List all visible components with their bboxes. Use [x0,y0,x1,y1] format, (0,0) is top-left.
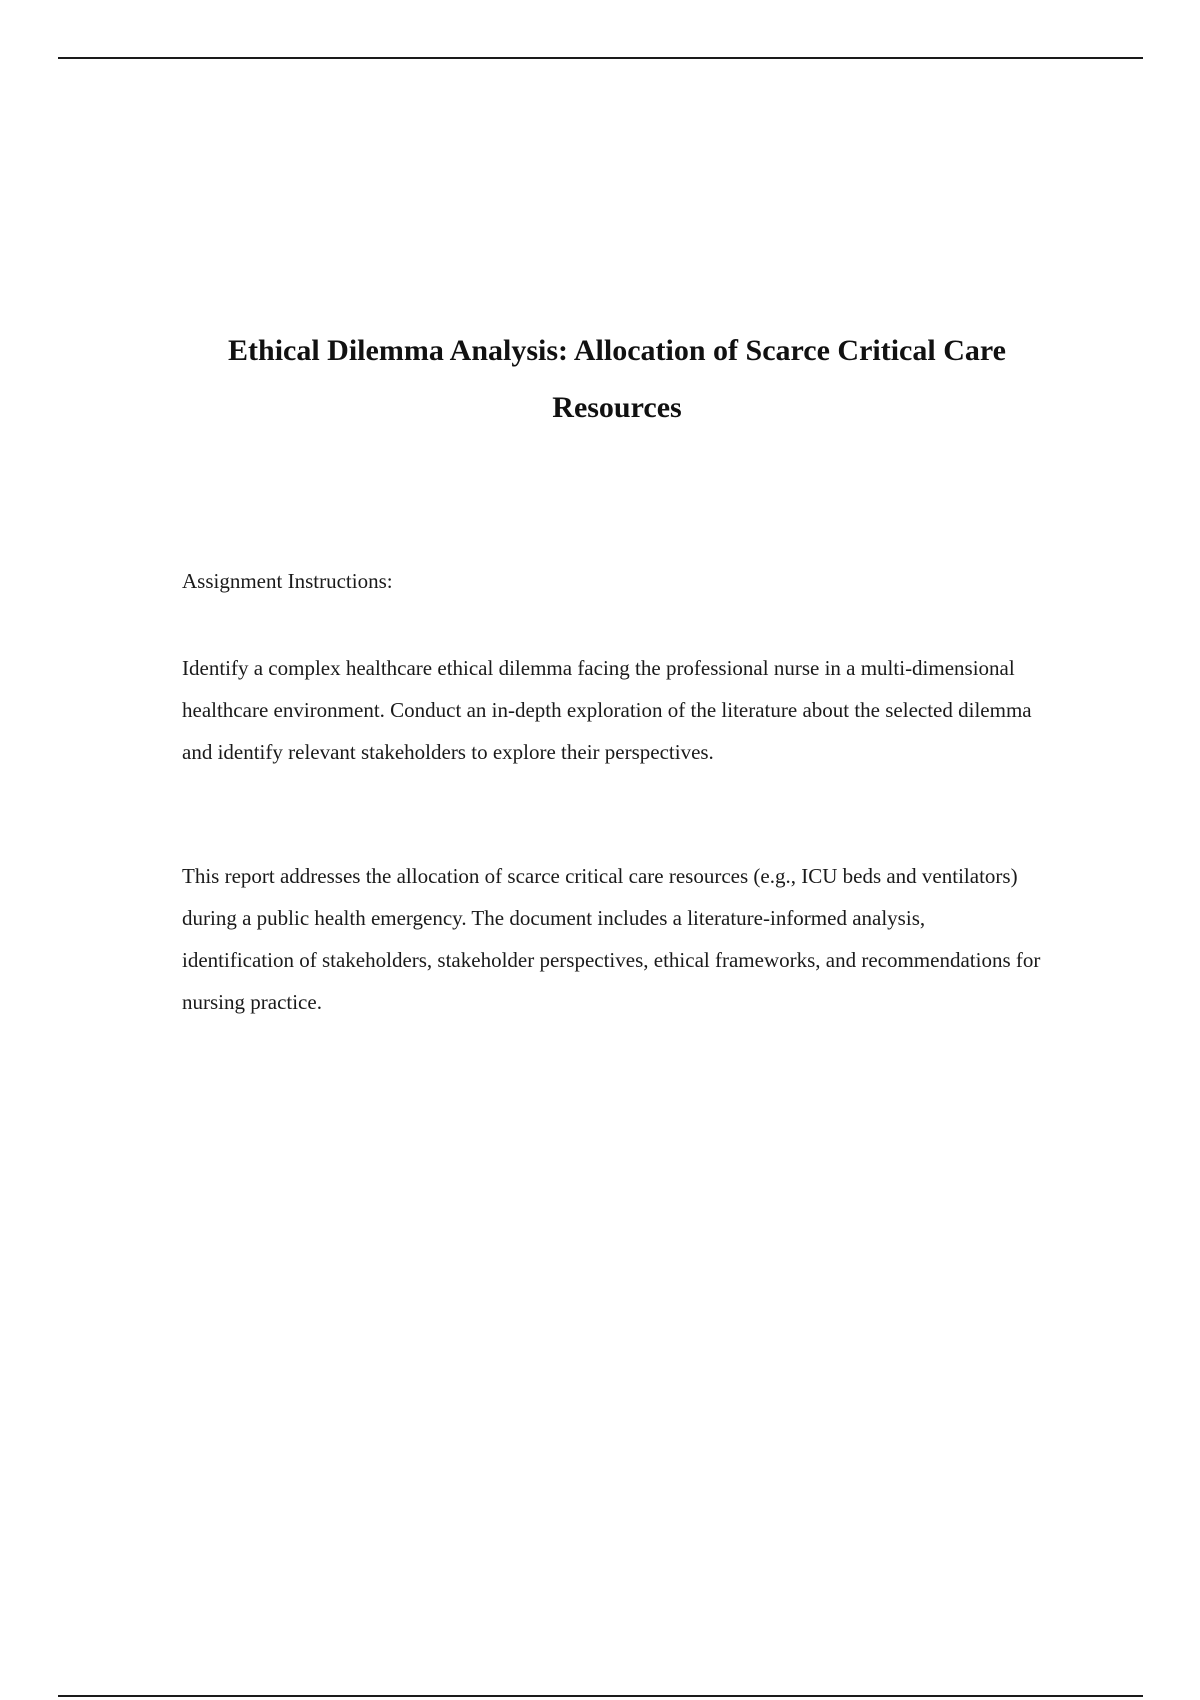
footer-rule [58,1695,1143,1697]
document-title: Ethical Dilemma Analysis: Allocation of Scarce Critical Care Resources [228,334,1006,424]
instructions-label: Assignment Instructions: [182,569,393,593]
header-rule [58,57,1143,59]
instructions-paragraph: Identify a complex healthcare ethical dilemma facing the professional nurse in a multi-dimensional healthcare environment. Conduct an in-depth exploration of the literature about the selected dilemma and identify relevant stakeholders to explore their perspectives. [182,656,1032,764]
report-summary-paragraph: This report addresses the allocation of scarce critical care resources (e.g., ICU beds and ventilators) during a public health emergency. The document includes a literature-informed analysis, identification of stakeholders, stakeholder perspectives, ethical frameworks, and recommendations for nursing practice. [182,864,1041,1014]
